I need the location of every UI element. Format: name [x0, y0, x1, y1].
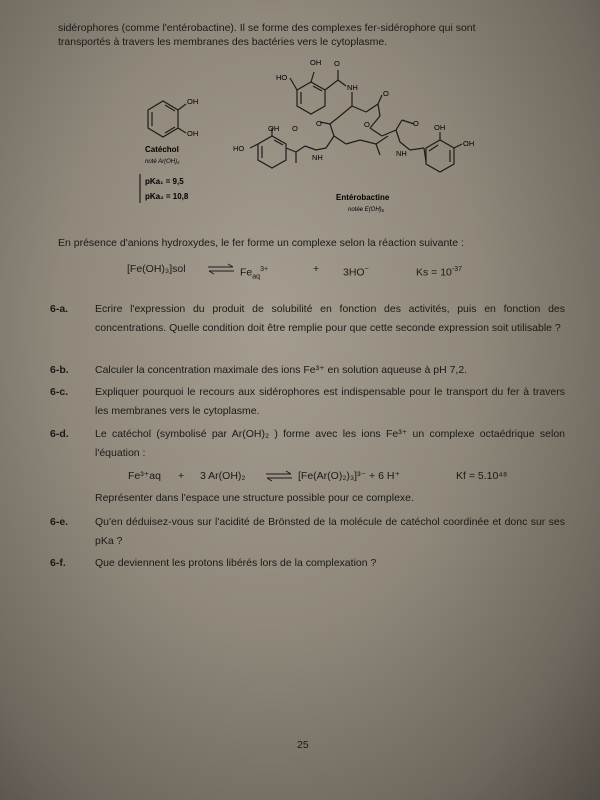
question-text-6e: Qu'en déduisez-vous sur l'acidité de Brönsted de la molécule de catéchol coordinée et donc sur ses pKa ?: [95, 516, 565, 547]
entero-nh-1: NH: [347, 83, 358, 92]
question-number-6f: 6-f.: [50, 557, 66, 569]
entero-o-3: O: [316, 119, 322, 128]
catechol-name: Catéchol: [145, 145, 179, 154]
question-text-6a: Ecrire l'expression du produit de solubilité en fonction des activités, puis en fonction des concentrations. Quelle condition doit être remplie pour que cette seconde expression soit utilisable ?: [95, 303, 565, 334]
entero-nh-3: NH: [396, 149, 407, 158]
equilibrium-arrow-icon-2: [264, 469, 294, 483]
entero-o-1: O: [334, 59, 340, 68]
question-number-6e: 6-e.: [50, 516, 69, 528]
question-text-6d: Le catéchol (symbolisé par Ar(OH)₂ ) forme avec les ions Fe³⁺ un complexe octaédrique selon l'équation :: [95, 428, 565, 459]
pka-1: pKa₁ = 9,5: [145, 177, 184, 186]
chemical-structures-figure: [0, 0, 600, 230]
entero-oh-1: OH: [310, 58, 322, 67]
eq6d-kf: Kf = 5.10⁴⁸: [456, 470, 508, 482]
eq6d-ligand: 3 Ar(OH)₂: [200, 470, 246, 482]
represent-instruction: Représenter dans l'espace une structure possible pour ce complexe.: [95, 492, 414, 504]
entero-o-4: O: [364, 120, 370, 129]
entero-oh-4: OH: [463, 139, 475, 148]
eq6d-fe: Fe³⁺aq: [128, 470, 161, 482]
catechol-oh-bottom: OH: [187, 129, 199, 138]
entero-nh-2: NH: [312, 153, 323, 162]
reaction-reactant: [Fe(OH)₃]sol: [127, 263, 186, 275]
enterobactine-note: notée E(OH)₆: [348, 207, 385, 213]
equilibrium-arrow-icon: [206, 262, 236, 276]
entero-oh-3: OH: [434, 123, 446, 132]
reaction-product-ho: 3HO−: [343, 266, 369, 279]
entero-o-6: O: [292, 124, 298, 133]
entero-ho-1: HO: [276, 73, 288, 82]
question-text-6b: Calculer la concentration maximale des ions Fe³⁺ en solution aqueuse à pH 7,2.: [95, 364, 468, 376]
reaction-ks: $Ks = 10^{-37}$: [416, 266, 463, 279]
question-number-6c: 6-c.: [50, 386, 69, 398]
entero-ho-2: HO: [233, 144, 245, 153]
enterobactine-name: Entérobactine: [336, 193, 390, 202]
reaction-product-fe: $Fe_{aq}^{3+}$: [240, 266, 269, 281]
entero-o-2: O: [383, 89, 389, 98]
question-number-6d: 6-d.: [50, 428, 69, 440]
intro-line-1: sidérophores (comme l'entérobactine). Il se forme des complexes fer-sidérophore qui sont: [58, 22, 476, 34]
presence-text: En présence d'anions hydroxydes, le fer forme un complexe selon la réaction suivante :: [58, 237, 464, 249]
pka-2: pKa₂ = 10,8: [145, 192, 189, 201]
question-text-6c: Expliquer pourquoi le recours aux sidérophores est indispensable pour le transport du fer à travers les membranes vers le cytoplasme.: [95, 386, 565, 417]
question-number-6b: 6-b.: [50, 364, 69, 376]
question-text-6f: Que deviennent les protons libérés lors de la complexation ?: [95, 557, 377, 569]
intro-line-2: transportés à travers les membranes des bactéries vers le cytoplasme.: [58, 36, 388, 48]
entero-o-5: O: [413, 119, 419, 128]
reaction-plus: +: [313, 263, 320, 275]
eq6d-plus: +: [178, 470, 185, 482]
question-number-6a: 6-a.: [50, 303, 69, 315]
eq6d-complex: [Fe(Ar(O)₂)₃]³⁻ + 6 H⁺: [298, 470, 400, 482]
catechol-oh-top: OH: [187, 97, 199, 106]
page-number: 25: [297, 739, 309, 751]
entero-oh-2: OH: [268, 124, 280, 133]
catechol-note: noté Ar(OH)₂: [145, 159, 180, 165]
